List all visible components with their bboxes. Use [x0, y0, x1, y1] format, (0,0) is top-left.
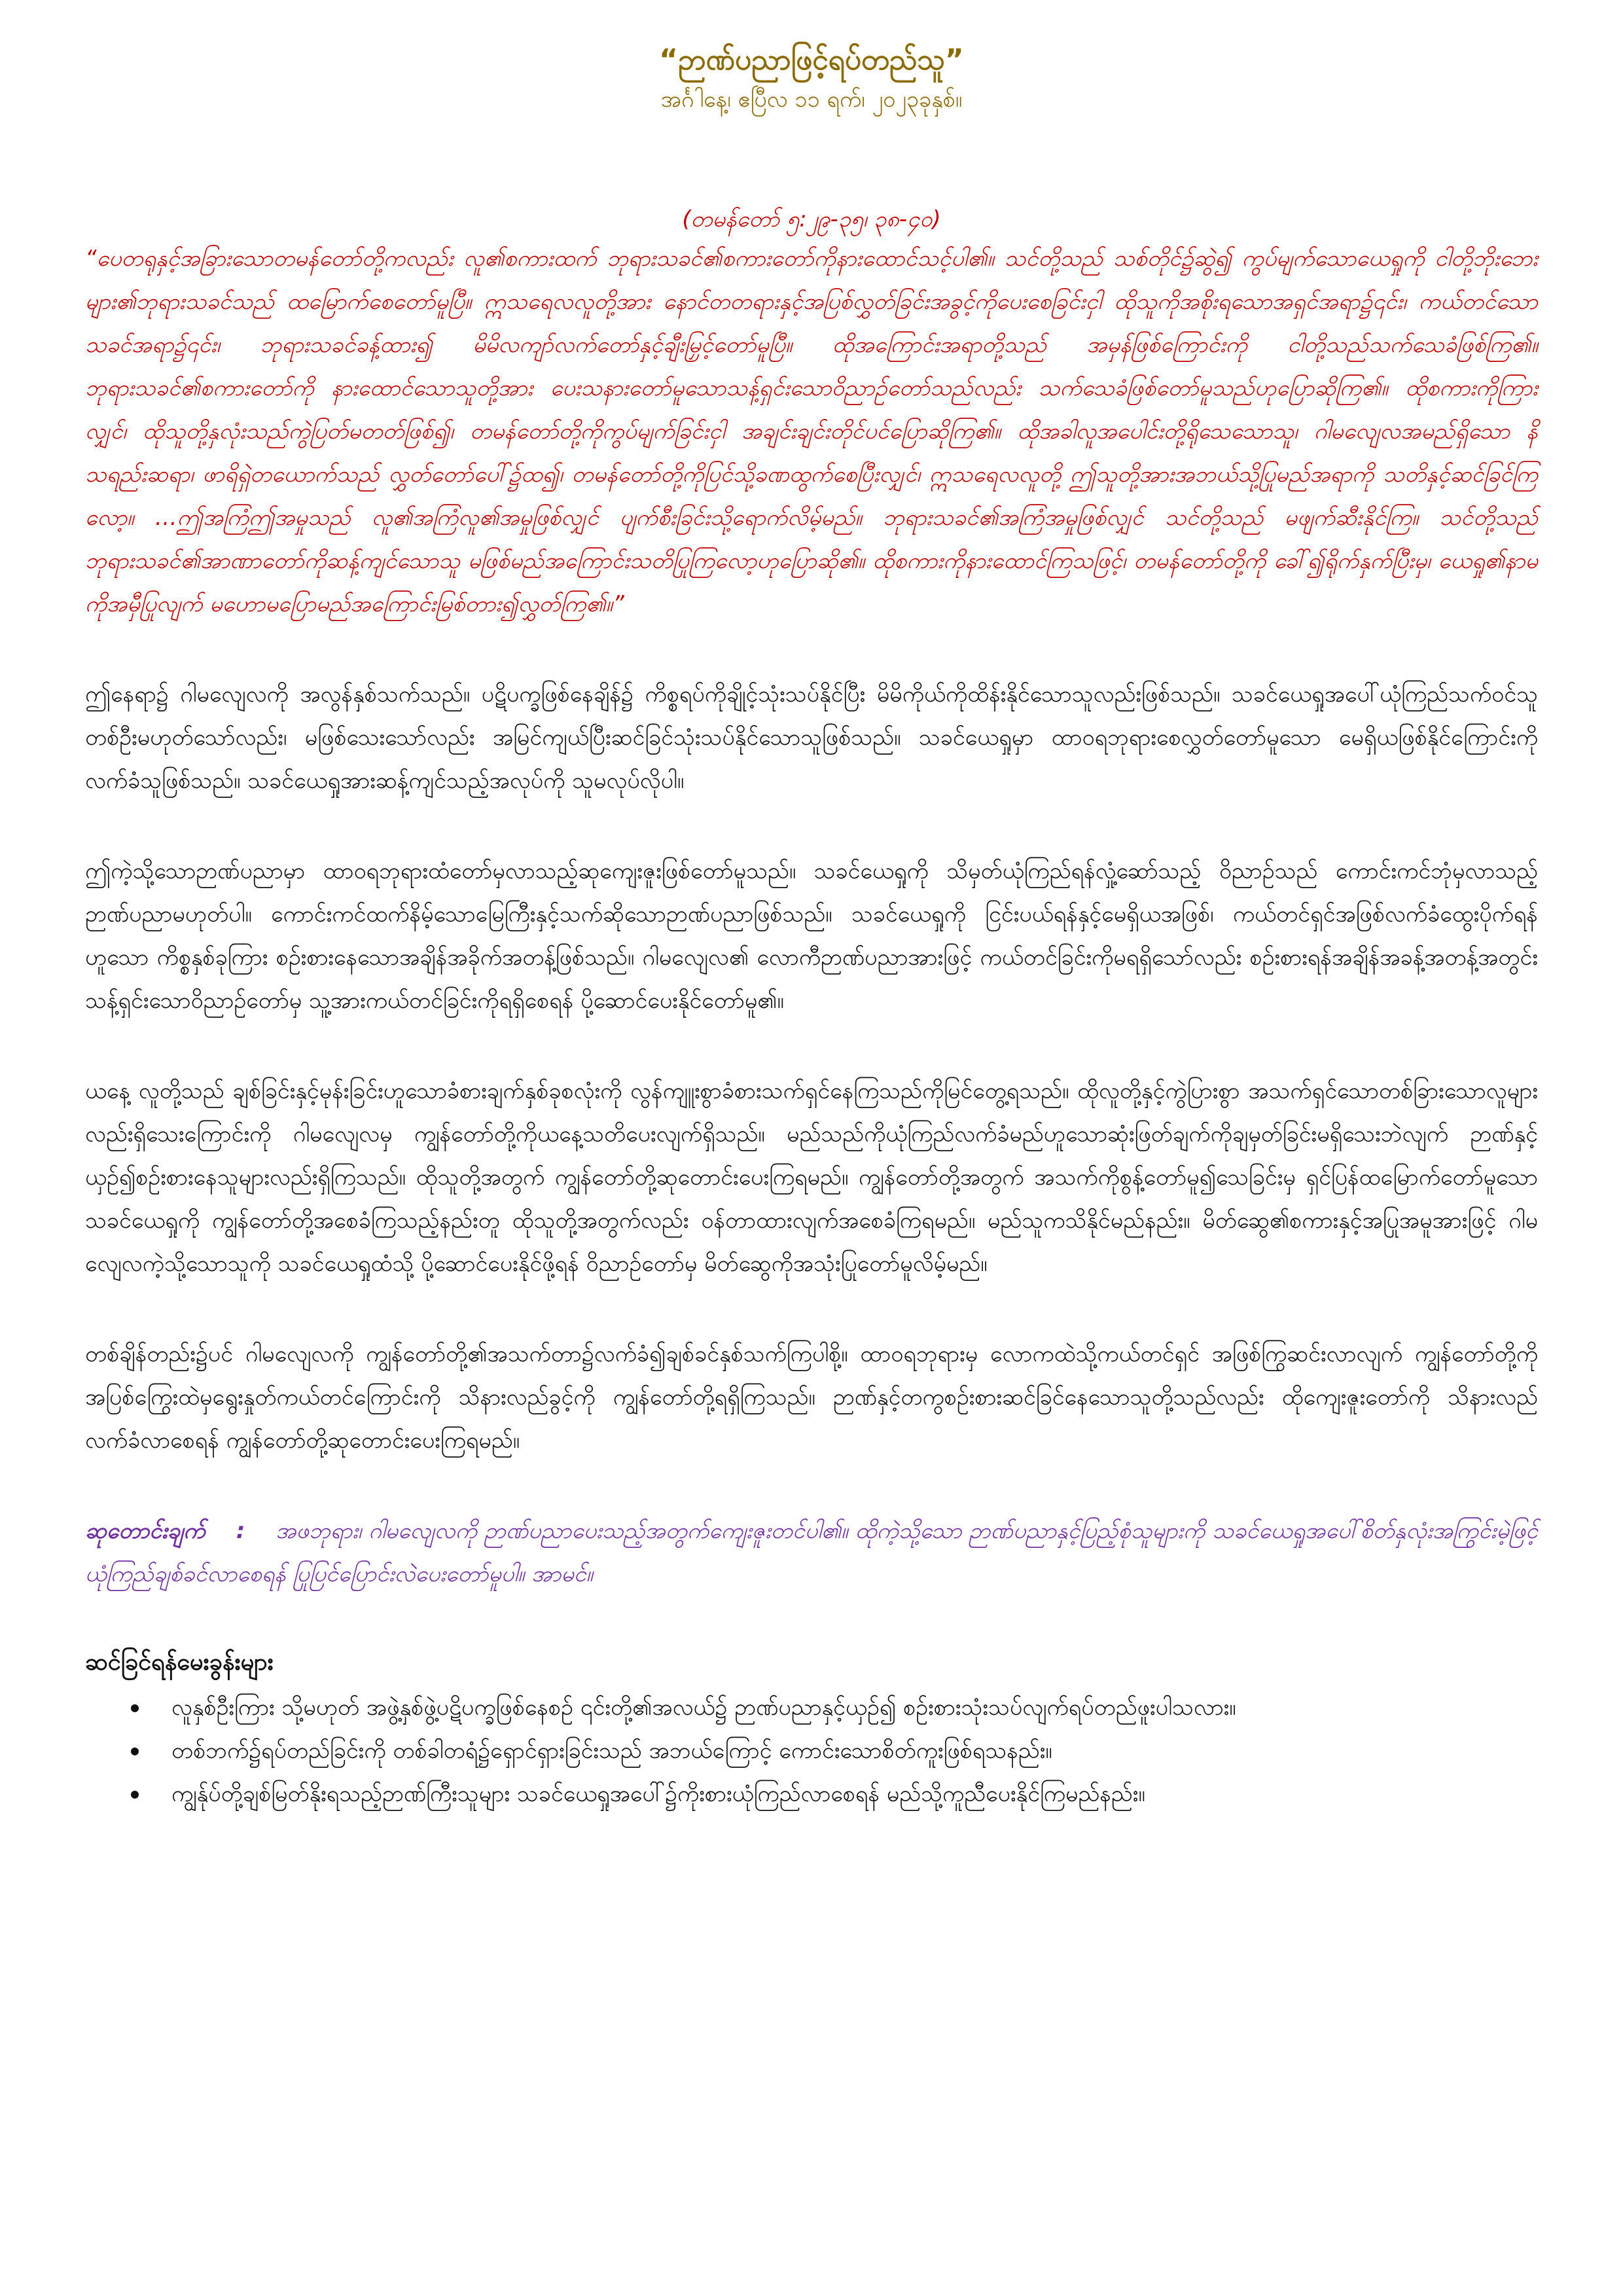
- body-paragraph-2: ဤကဲ့သို့သောဉာဏ်ပညာမှာ ထာဝရဘုရားထံတော်မှလာသည့်ဆုကျေးဇူးဖြစ်တော်မူသည်။ သခင်ယေရှုကို သိမှတ်ယုံကြည်ရန်လှုံ့ဆော်သည့် ဝိညာဉ်သည် ကောင်းကင်ဘုံမှလာသည့်ဉာဏ်ပညာမဟုတ်ပါ။ ကောင်းကင်ထက်နိမ့်သောမြေကြီးနှင့်သက်ဆိုသောဉာဏ်ပညာဖြစ်သည်။ သခင်ယေရှုကို ငြင်းပယ်ရန်နှင့်မေရှိယအဖြစ်၊ ကယ်တင်ရှင်အဖြစ်လက်ခံထွေးပိုက်ရန်ဟူသော ကိစ္စနှစ်ခုကြား စဉ်းစားနေသောအချိန်အခိုက်အတန့်ဖြစ်သည်။ ဂါမလျေလ၏ လောကီဉာဏ်ပညာအားဖြင့် ကယ်တင်ခြင်းကိုမရရှိသော်လည်း စဉ်းစားရန်အချိန်အခန့်အတန့်အတွင်း သန့်ရှင်းသောဝိညာဉ်တော်မှ သူ့အားကယ်တင်ခြင်းကိုရရှိစေရန် ပို့ဆောင်ပေးနိုင်တော်မူ၏။: [85, 858, 1538, 1014]
- devotion-date: အင်္ဂါနေ့၊ ဧပြီလ ၁၁ ရက်၊ ၂၀၂၃ခုနှစ်။: [660, 86, 963, 113]
- scripture-reference: (တမန်တော် ၅:၂၉-၃၅၊ ၃၈-၄၀): [682, 206, 941, 232]
- question-item: [131, 1772, 1538, 1816]
- bullet-icon: [131, 1748, 139, 1755]
- question-item: [131, 1729, 1538, 1772]
- bullet-icon: [131, 1704, 139, 1712]
- question-item: [131, 1686, 1538, 1729]
- question-text: တစ်ဘက်၌ရပ်တည်ခြင်းကို တစ်ခါတရံ၌ရှောင်ရှားခြင်းသည် အဘယ်ကြောင့် ကောင်းသောစိတ်ကူးဖြစ်ရသနည်း။: [171, 1738, 1052, 1764]
- bullet-icon: [131, 1791, 139, 1799]
- question-text: လူနှစ်ဦးကြား သို့မဟုတ် အဖွဲ့နှစ်ဖွဲ့ပဋိပက္ခဖြစ်နေစဉ် ၎င်းတို့၏အလယ်၌ ဉာဏ်ပညာနှင့်ယှဉ်၍ စဉ်းစားသုံးသပ်လျက်ရပ်တည်ဖူးပါသလား။: [171, 1695, 1236, 1721]
- prayer-block: [85, 1509, 1538, 1596]
- body-paragraph-1: ဤနေရာ၌ ဂါမလျေလကို အလွန်နှစ်သက်သည်။ ပဋိပက္ခဖြစ်နေချိန်၌ ကိစ္စရပ်ကိုချိုင့်သုံးသပ်နိုင်ပြီး မိမိကိုယ်ကိုထိန်းနိုင်သောသူလည်းဖြစ်သည်။ သခင်ယေရှုအပေါ်ယုံကြည်သက်ဝင်သူတစ်ဦးမဟုတ်သော်လည်း၊ မဖြစ်သေးသော်လည်း အမြင်ကျယ်ပြီးဆင်ခြင်သုံးသပ်နိုင်သောသူဖြစ်သည်။ သခင်ယေရှုမှာ ထာဝရဘုရားစေလွှတ်တော်မူသော မေရှိယဖြစ်နိုင်ကြောင်းကို လက်ခံသူဖြစ်သည်။ သခင်ယေရှုအားဆန့်ကျင်သည့်အလုပ်ကို သူမလုပ်လိုပါ။: [85, 681, 1538, 794]
- questions-list: [85, 1686, 1538, 1816]
- body-paragraph-4: တစ်ချိန်တည်း၌ပင် ဂါမလျေလကို ကျွန်တော်တို့၏အသက်တာ၌လက်ခံ၍ချစ်ခင်နှစ်သက်ကြပါစို့။ ထာဝရဘုရားမှ လောကထဲသို့ကယ်တင်ရှင် အဖြစ်ကြွဆင်းလာလျက် ကျွန်တော်တို့ကို အပြစ်ကြွေးထဲမှရွေးနှုတ်ကယ်တင်ကြောင်းကို သိနားလည်ခွင့်ကို ကျွန်တော်တို့ရရှိကြသည်။ ဉာဏ်နှင့်တကွစဉ်းစားဆင်ခြင်နေသောသူတို့သည်လည်း ထိုကျေးဇူးတော်ကို သိနားလည်လက်ခံလာစေရန် ကျွန်တော်တို့ဆုတောင်းပေးကြရမည်။: [85, 1341, 1538, 1454]
- prayer-separator: :: [236, 1518, 245, 1544]
- scripture-text: “ပေတရုနှင့်အခြားသောတမန်တော်တို့ကလည်း လူ၏စကားထက် ဘုရားသခင်၏စကားတော်ကိုနားထောင်သင့်ပါ၏။ သင်တို့သည် သစ်တိုင်၌ဆွဲ၍ ကွပ်မျက်သောယေရှုကို ငါတို့ဘိုးဘေးများ၏ဘုရားသခင်သည် ထမြောက်စေတော်မူပြီ။ ဣသရေလလူတို့အား နောင်တတရားနှင့်အပြစ်လွှတ်ခြင်းအခွင့်ကိုပေးစေခြင်းငှါ ထိုသူကိုအစိုးရသောအရှင်အရာ၌၎င်း၊ ကယ်တင်သောသခင်အရာ၌၎င်း၊ ဘုရားသခင်ခန့်ထား၍ မိမိလကျာ်လက်တော်နှင့်ချီးမြှင့်တော်မူပြီ။ ထိုအကြောင်းအရာတို့သည် အမှန်ဖြစ်ကြောင်းကို ငါတို့သည်သက်သေခံဖြစ်ကြ၏။ ဘုရားသခင်၏စကားတော်ကို နားထောင်သောသူတို့အား ပေးသနားတော်မူသောသန့်ရှင်းသောဝိညာဉ်တော်သည်လည်း သက်သေခံဖြစ်တော်မူသည်ဟုပြောဆိုကြ၏။ ထိုစကားကိုကြားလျှင်၊ ထိုသူတို့နှလုံးသည်ကွဲပြတ်မတတ်ဖြစ်၍၊ တမန်တော်တို့ကိုကွပ်မျက်ခြင်းငှါ အချင်းချင်းတိုင်ပင်ပြောဆိုကြ၏။ ထိုအခါလူအပေါင်းတို့ရိုသေသောသူ၊ ဂါမလျေလအမည်ရှိသော နိသရည်းဆရာ၊ ဖာရိရှဲတယောက်သည် လွှတ်တော်ပေါ်၌ထ၍၊ တမန်တော်တို့ကိုပြင်သို့ခဏထွက်စေပြီးလျှင်၊ ဣသရေလလူတို့ ဤသူတို့အားအဘယ်သို့ပြုမည်အရာကို သတိနှင့်ဆင်ခြင်ကြလော့။ …ဤအကြံဤအမှုသည် လူ၏အကြံလူ၏အမှုဖြစ်လျှင် ပျက်စီးခြင်းသို့ရောက်လိမ့်မည်။ ဘုရားသခင်၏အကြံအမှုဖြစ်လျှင် သင်တို့သည် မဖျက်ဆီးနိုင်ကြ။ သင်တို့သည် ဘုရားသခင်၏အာဏာတော်ကိုဆန့်ကျင်သောသူ မဖြစ်မည်အကြောင်းသတိပြုကြလော့ဟုပြောဆို၏။ ထိုစကားကိုနားထောင်ကြသဖြင့်၊ တမန်တော်တို့ကို ခေါ်၍ရိုက်နှက်ပြီးမှ၊ ယေရှု၏နာမကိုအမှီပြုလျက် မဟောမပြောမည်အကြောင်းမြစ်တား၍လွှတ်ကြ၏။”: [85, 245, 1538, 617]
- questions-heading: ဆင်ခြင်ရန်မေးခွန်းများ: [85, 1649, 274, 1676]
- prayer-label: ဆုတောင်းချက်: [85, 1518, 205, 1544]
- devotion-title: “ဉာဏ်ပညာဖြင့်ရပ်တည်သူ”: [659, 43, 964, 77]
- prayer-text: အဖဘုရား၊ ဂါမလျေလကို ဉာဏ်ပညာပေးသည့်အတွက်ကျေးဇူးတင်ပါ၏။ ထိုကဲ့သို့သော ဉာဏ်ပညာနှင့်ပြည့်စုံသူများကို သခင်ယေရှုအပေါ်စိတ်နှလုံးအကြွင်းမဲ့ဖြင့် ယုံကြည်ချစ်ခင်လာစေရန် ပြုပြင်ပြောင်းလဲပေးတော်မူပါ။ အာမင်။: [85, 1518, 1538, 1587]
- body-paragraph-3: ယနေ့ လူတို့သည် ချစ်ခြင်းနှင့်မုန်းခြင်းဟူသောခံစားချက်နှစ်ခုစလုံးကို လွန်ကျူးစွာခံစားသက်ရှင်နေကြသည်ကိုမြင်တွေ့ရသည်။ ထိုလူတို့နှင့်ကွဲပြားစွာ အသက်ရှင်သောတစ်ခြားသောလူများလည်းရှိသေးကြောင်းကို ဂါမလျေလမှ ကျွန်တော်တို့ကိုယနေ့သတိပေးလျက်ရှိသည်။ မည်သည်ကိုယုံကြည်လက်ခံမည်ဟူသောဆုံးဖြတ်ချက်ကိုချမှတ်ခြင်းမရှိသေးဘဲလျက် ဉာဏ်နှင့်ယှဉ်၍စဉ်းစားနေသူများလည်းရှိကြသည်။ ထိုသူတို့အတွက် ကျွန်တော်တို့ဆုတောင်းပေးကြရမည်။ ကျွန်တော်တို့အတွက် အသက်ကိုစွန့်တော်မူ၍သေခြင်းမှ ရှင်ပြန်ထမြောက်တော်မူသောသခင်ယေရှုကို ကျွန်တော်တို့အစေခံကြသည့်နည်းတူ ထိုသူတို့အတွက်လည်း ဝန်တာထားလျက်အစေခံကြရမည်။ မည်သူကသိနိုင်မည်နည်း။ မိတ်ဆွေ၏စကားနှင့်အပြုအမူအားဖြင့် ဂါမလျေလကဲ့သို့သောသူကို သခင်ယေရှုထံသို့ ပို့ဆောင်ပေးနိုင်ဖို့ရန် ဝိညာဉ်တော်မှ မိတ်ဆွေကိုအသုံးပြုတော်မူလိမ့်မည်။: [85, 1078, 1538, 1277]
- question-text: ကျွန်ုပ်တို့ချစ်မြတ်နိုးရသည့်ဉာဏ်ကြီးသူများ သခင်ယေရှုအပေါ်၌ကိုးစားယုံကြည်လာစေရန် မည်သို့ကူညီပေးနိုင်ကြမည်နည်း။: [171, 1781, 1145, 1807]
